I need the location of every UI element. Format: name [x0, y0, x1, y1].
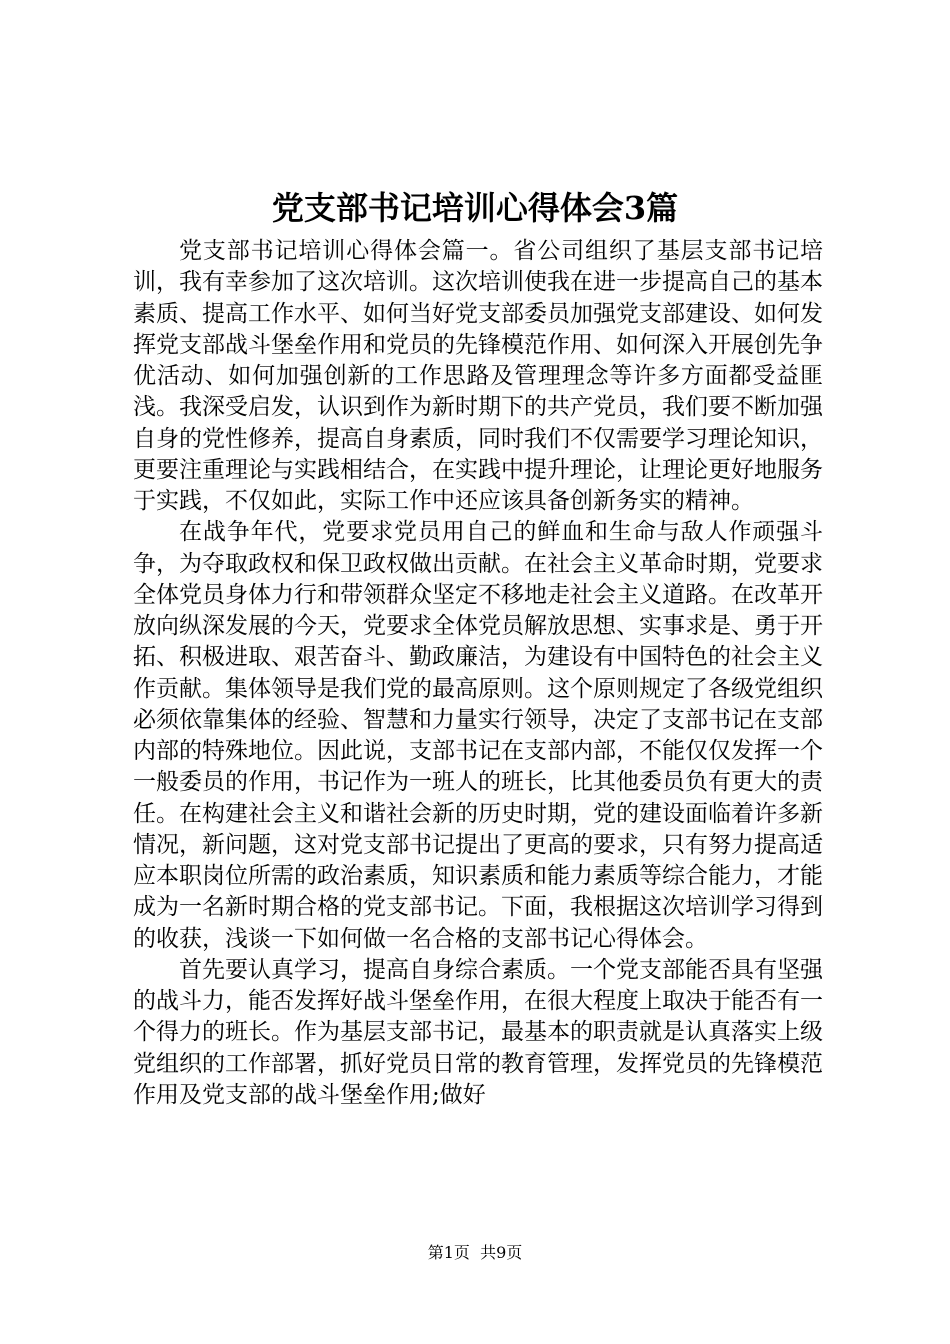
- page-title: 党支部书记培训心得体会3篇: [271, 189, 679, 227]
- page-total: 共9页: [480, 1243, 523, 1262]
- paragraph-1: 党支部书记培训心得体会篇一。省公司组织了基层支部书记培训，我有幸参加了这次培训。这次培训使我在进一步提高自己的基本素质、提高工作水平、如何当好党支部委员加强党支部建设、如何发挥党支部战斗堡垒作用和党员的先锋模范作用、如何深入开展创先争优活动、如何加强创新的工作思路及管理理念等许多方面都受益匪浅。我深受启发，认识到作为新时期下的共产党员，我们要不断加强自身的党性修养，提高自身素质，同时我们不仅需要学习理论知识，更要注重理论与实践相结合，在实践中提升理论，让理论更好地服务于实践，不仅如此，实际工作中还应该具备创新务实的精神。: [133, 238, 823, 514]
- paragraph-3: 首先要认真学习，提高自身综合素质。一个党支部能否具有坚强的战斗力，能否发挥好战斗堡垒作用，在很大程度上取决于能否有一个得力的班长。作为基层支部书记，最基本的职责就是认真落实上级党组织的工作部署，抓好党员日常的教育管理，发挥党员的先锋模范作用及党支部的战斗堡垒作用;做好: [133, 956, 823, 1108]
- page-number: 第1页: [427, 1243, 470, 1262]
- page-footer: [0, 1242, 950, 1264]
- paragraph-2: 在战争年代，党要求党员用自己的鲜血和生命与敌人作顽强斗争，为夺取政权和保卫政权做出贡献。在社会主义革命时期，党要求全体党员身体力行和带领群众坚定不移地走社会主义道路。在改革开放向纵深发展的今天，党要求全体党员解放思想、实事求是、勇于开拓、积极进取、艰苦奋斗、勤政廉洁，为建设有中国特色的社会主义作贡献。集体领导是我们党的最高原则。这个原则规定了各级党组织必须依靠集体的经验、智慧和力量实行领导，决定了支部书记在支部内部的特殊地位。因此说，支部书记在支部内部，不能仅仅发挥一个一般委员的作用，书记作为一班人的班长，比其他委员负有更大的责任。在构建社会主义和谐社会新的历史时期，党的建设面临着许多新情况，新问题，这对党支部书记提出了更高的要求，只有努力提高适应本职岗位所需的政治素质，知识素质和能力素质等综合能力，才能成为一名新时期合格的党支部书记。下面，我根据这次培训学习得到的收获，浅谈一下如何做一名合格的支部书记心得体会。: [133, 519, 823, 952]
- document-body: [133, 236, 823, 1111]
